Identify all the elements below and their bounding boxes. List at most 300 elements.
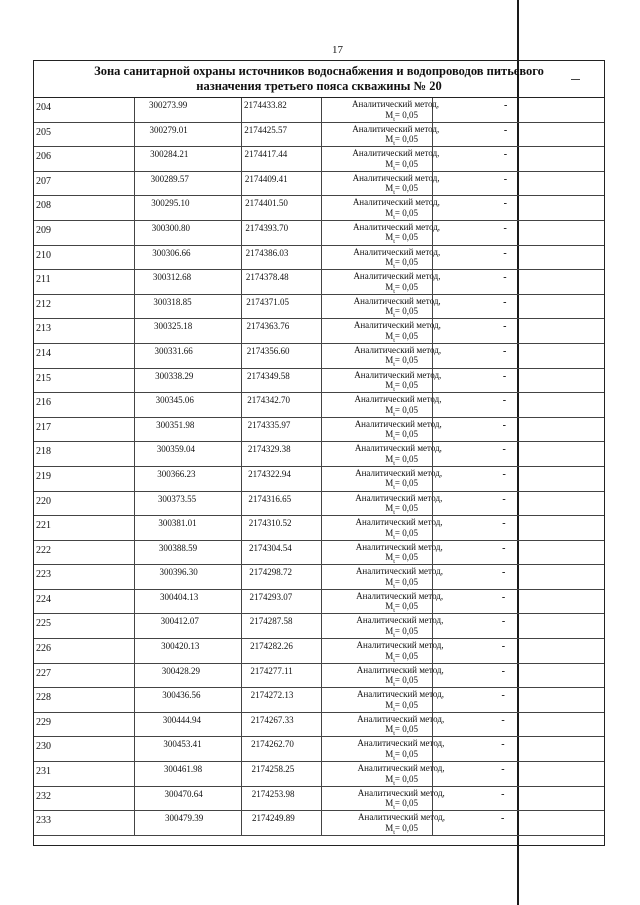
- point-number-cell: 208: [34, 196, 135, 220]
- table-row: [34, 442, 604, 467]
- note-dash: -: [502, 567, 506, 579]
- method-cell: [322, 147, 440, 172]
- x-coordinate-cell: [135, 418, 242, 442]
- method-text: Аналитический метод,: [354, 443, 442, 454]
- method-text: Аналитический метод,: [356, 689, 444, 700]
- note-dash: -: [502, 345, 507, 357]
- accuracy-number: = 0,05: [394, 699, 418, 710]
- accuracy-symbol: M: [385, 183, 394, 194]
- x-coordinate-value: 300351.98: [156, 419, 195, 430]
- method-cell: [322, 541, 443, 565]
- method-text: Аналитический метод,: [353, 295, 441, 306]
- table-row: [34, 664, 604, 689]
- point-number-cell: 223: [34, 565, 135, 589]
- method-cell: [322, 270, 441, 295]
- accuracy-subscript: t: [393, 263, 395, 270]
- accuracy-symbol: M: [385, 503, 394, 513]
- y-coordinate-value: 2174371.05: [246, 296, 289, 307]
- point-number-cell: 216: [34, 393, 135, 417]
- table-row: [34, 639, 604, 664]
- accuracy-subscript: t: [393, 558, 395, 565]
- method-text: Аналитический метод,: [357, 738, 445, 749]
- y-coordinate-cell: [242, 590, 322, 614]
- accuracy-symbol: M: [385, 453, 394, 464]
- table-row: [34, 811, 604, 836]
- table-row: [34, 590, 604, 615]
- note-cell: [433, 123, 518, 147]
- method-text: Аналитический метод,: [357, 763, 445, 774]
- note-cell: [433, 590, 518, 614]
- y-coordinate-cell: [242, 664, 322, 688]
- y-coordinate-value: 2174277.11: [250, 665, 293, 676]
- y-coordinate-cell: [242, 344, 322, 368]
- y-coordinate-cell: [242, 811, 322, 835]
- page-number: 17: [332, 44, 343, 56]
- method-text: Аналитический метод,: [357, 787, 445, 798]
- y-coordinate-cell: [242, 221, 322, 245]
- accuracy-number: = 0,05: [394, 281, 418, 292]
- point-number-cell: 213: [34, 319, 135, 343]
- accuracy-symbol: M: [385, 281, 394, 292]
- accuracy-subscript: t: [393, 583, 395, 590]
- method-text: Аналитический метод,: [355, 517, 443, 528]
- x-coordinate-value: 300312.68: [152, 272, 192, 283]
- method-cell: [322, 344, 442, 369]
- note-cell: [433, 541, 518, 565]
- table-row: [34, 418, 604, 443]
- table-row: [34, 369, 604, 394]
- note-cell: [433, 565, 518, 589]
- accuracy-subscript: t: [393, 509, 395, 516]
- point-number-cell: 217: [34, 418, 135, 442]
- accuracy-number: = 0,05: [394, 232, 418, 243]
- accuracy-subscript: t: [393, 288, 395, 295]
- method-cell: [322, 664, 444, 688]
- method-cell: [322, 492, 443, 516]
- accuracy-value: [358, 823, 432, 838]
- accuracy-symbol: M: [385, 355, 394, 366]
- method-cell: [322, 688, 444, 713]
- table-row: [34, 221, 604, 246]
- accuracy-subscript: t: [393, 804, 395, 811]
- method-text: Аналитический метод,: [353, 221, 441, 232]
- accuracy-number: = 0,05: [394, 822, 418, 833]
- point-number-cell: 229: [34, 713, 135, 737]
- y-coordinate-value: 2174386.03: [245, 247, 289, 258]
- method-cell: [322, 811, 446, 836]
- y-coordinate-value: 2174253.98: [251, 788, 295, 799]
- point-number-cell: 215: [34, 369, 135, 393]
- point-number-cell: 207: [34, 172, 135, 196]
- accuracy-number: = 0,05: [394, 748, 418, 759]
- y-coordinate-value: 2174293.07: [249, 591, 293, 602]
- note-cell: [433, 762, 518, 786]
- accuracy-symbol: M: [385, 527, 394, 538]
- point-number-cell: 219: [34, 467, 135, 491]
- y-coordinate-cell: [242, 369, 322, 393]
- method-cell: [322, 369, 442, 393]
- note-cell: [433, 688, 518, 712]
- note-cell: [433, 270, 518, 294]
- note-dash: -: [501, 690, 505, 702]
- accuracy-subscript: t: [393, 362, 395, 369]
- note-dash: -: [502, 518, 506, 530]
- method-cell: [322, 713, 445, 738]
- accuracy-symbol: M: [385, 330, 394, 341]
- x-coordinate-value: 300428.29: [161, 665, 200, 676]
- note-dash: -: [502, 395, 507, 407]
- method-cell: [322, 221, 441, 246]
- y-coordinate-cell: [242, 688, 322, 712]
- x-coordinate-value: 300331.66: [154, 345, 193, 356]
- point-number-cell: 210: [34, 246, 135, 270]
- x-coordinate-cell: [135, 172, 242, 196]
- note-dash: -: [501, 591, 506, 603]
- y-coordinate-cell: [242, 467, 322, 491]
- table-row: [34, 516, 604, 541]
- note-dash: -: [502, 444, 506, 456]
- accuracy-number: = 0,05: [394, 650, 418, 661]
- x-coordinate-value: 300300.80: [151, 222, 190, 233]
- point-number-cell: 221: [34, 516, 135, 540]
- point-number-cell: 209: [34, 221, 135, 245]
- y-coordinate-cell: [242, 492, 322, 516]
- accuracy-subscript: t: [393, 140, 395, 147]
- note-cell: [433, 442, 518, 466]
- method-text: Аналитический метод,: [354, 344, 442, 355]
- note-dash: -: [503, 222, 507, 234]
- table-row: [34, 246, 604, 271]
- method-cell: [322, 737, 445, 762]
- method-text: Аналитический метод,: [352, 197, 440, 208]
- y-coordinate-value: 2174378.48: [245, 272, 289, 283]
- accuracy-symbol: M: [385, 576, 394, 587]
- x-coordinate-cell: [135, 123, 242, 147]
- point-number-cell: 231: [34, 762, 135, 786]
- point-number-cell: 224: [34, 590, 135, 614]
- x-coordinate-value: 300436.56: [162, 690, 201, 701]
- accuracy-number: = 0,05: [394, 503, 418, 513]
- x-coordinate-value: 300338.29: [155, 370, 194, 381]
- x-coordinate-value: 300289.57: [150, 173, 189, 184]
- note-cell: [433, 319, 518, 343]
- accuracy-number: = 0,05: [394, 576, 418, 587]
- y-coordinate-value: 2174433.82: [244, 100, 287, 110]
- accuracy-number: = 0,05: [394, 134, 418, 145]
- y-coordinate-cell: [242, 787, 322, 811]
- method-cell: [322, 614, 444, 639]
- x-coordinate-cell: [135, 787, 242, 811]
- note-dash: -: [503, 321, 507, 333]
- x-coordinate-value: 300345.06: [155, 395, 194, 406]
- y-coordinate-value: 2174329.38: [247, 444, 291, 455]
- x-coordinate-cell: [135, 614, 242, 638]
- table-title-line-2: назначения третьего пояса скважины № 20: [196, 79, 442, 93]
- x-coordinate-cell: [135, 467, 242, 491]
- note-dash: -: [503, 149, 508, 161]
- x-coordinate-cell: [135, 246, 242, 270]
- table-row: [34, 467, 604, 492]
- accuracy-symbol: M: [385, 798, 394, 809]
- accuracy-number: = 0,05: [394, 724, 418, 735]
- x-coordinate-value: 300373.55: [157, 493, 197, 504]
- y-coordinate-cell: [242, 172, 322, 196]
- table-row: [34, 614, 604, 639]
- x-coordinate-cell: [135, 221, 242, 245]
- table-row: [34, 344, 604, 369]
- y-coordinate-cell: [242, 418, 322, 442]
- accuracy-number: = 0,05: [394, 601, 418, 612]
- note-cell: [433, 811, 518, 835]
- note-dash: -: [501, 616, 506, 628]
- method-cell: [322, 196, 440, 221]
- y-coordinate-value: 2174425.57: [244, 124, 288, 135]
- note-dash: -: [502, 493, 506, 505]
- x-coordinate-value: 300284.21: [150, 149, 189, 160]
- point-number-cell: 230: [34, 737, 135, 761]
- table-row: [34, 319, 604, 344]
- note-dash: -: [502, 370, 507, 382]
- accuracy-symbol: M: [385, 306, 394, 317]
- y-coordinate-cell: [242, 270, 322, 294]
- accuracy-number: = 0,05: [394, 773, 418, 784]
- x-coordinate-value: 300412.07: [160, 616, 199, 627]
- x-coordinate-cell: [135, 639, 242, 663]
- accuracy-subscript: t: [393, 632, 395, 639]
- accuracy-subscript: t: [393, 681, 395, 688]
- point-number-cell: 232: [34, 787, 135, 811]
- accuracy-symbol: M: [385, 257, 394, 268]
- point-number-cell: 220: [34, 492, 135, 516]
- note-cell: [433, 639, 518, 663]
- x-coordinate-cell: [135, 369, 242, 393]
- accuracy-number: = 0,05: [394, 355, 418, 366]
- accuracy-subscript: t: [393, 460, 395, 467]
- method-cell: [322, 565, 443, 590]
- y-coordinate-cell: [242, 123, 322, 147]
- accuracy-number: = 0,05: [394, 429, 418, 440]
- x-coordinate-value: 300366.23: [157, 468, 196, 479]
- method-cell: [322, 319, 441, 344]
- x-coordinate-value: 300279.01: [149, 124, 188, 135]
- accuracy-subscript: t: [393, 165, 395, 172]
- note-cell: [433, 221, 518, 245]
- table-row: [34, 270, 604, 295]
- x-coordinate-cell: [135, 541, 242, 565]
- y-coordinate-cell: [242, 516, 322, 540]
- accuracy-number: = 0,05: [394, 798, 418, 809]
- x-coordinate-cell: [135, 442, 242, 466]
- accuracy-subscript: t: [393, 239, 395, 246]
- accuracy-subscript: t: [393, 411, 395, 418]
- accuracy-number: = 0,05: [394, 257, 418, 268]
- note-cell: [433, 98, 518, 122]
- note-cell: [433, 369, 518, 393]
- note-dash: -: [501, 788, 505, 800]
- y-coordinate-value: 2174267.33: [250, 714, 294, 725]
- accuracy-symbol: M: [385, 552, 394, 563]
- note-dash: -: [503, 198, 507, 210]
- method-text: Аналитический метод,: [352, 148, 440, 159]
- table-row: [34, 565, 604, 590]
- y-coordinate-cell: [242, 196, 322, 220]
- accuracy-symbol: M: [385, 748, 394, 759]
- note-dash: -: [501, 714, 505, 726]
- note-dash: -: [502, 468, 506, 480]
- accuracy-subscript: t: [393, 436, 395, 443]
- y-coordinate-value: 2174335.97: [247, 419, 291, 430]
- method-cell: [322, 787, 445, 811]
- point-number-cell: 227: [34, 664, 135, 688]
- y-coordinate-cell: [242, 737, 322, 761]
- y-coordinate-value: 2174349.58: [247, 370, 290, 381]
- x-coordinate-cell: [135, 811, 242, 835]
- accuracy-symbol: M: [385, 724, 394, 735]
- y-coordinate-value: 2174342.70: [247, 395, 291, 406]
- point-number-cell: 212: [34, 295, 135, 319]
- table-row: [34, 688, 604, 713]
- point-number-cell: 233: [34, 811, 135, 835]
- method-cell: [322, 246, 441, 270]
- accuracy-subscript: t: [393, 485, 395, 492]
- x-coordinate-cell: [135, 196, 242, 220]
- x-coordinate-value: 300381.01: [158, 518, 197, 529]
- note-dash: -: [502, 542, 506, 554]
- table-row: [34, 295, 604, 320]
- note-cell: [433, 196, 518, 220]
- accuracy-subscript: t: [393, 116, 395, 123]
- y-coordinate-cell: [242, 614, 322, 638]
- x-coordinate-value: 300404.13: [160, 591, 199, 602]
- y-coordinate-value: 2174272.13: [250, 690, 294, 701]
- x-coordinate-value: 300420.13: [161, 641, 200, 652]
- method-cell: [322, 590, 444, 615]
- y-coordinate-cell: [242, 147, 322, 171]
- accuracy-number: = 0,05: [394, 478, 418, 489]
- accuracy-subscript: t: [393, 657, 395, 664]
- note-cell: [433, 516, 518, 540]
- x-coordinate-cell: [135, 492, 242, 516]
- note-cell: [433, 492, 518, 516]
- method-cell: [322, 762, 445, 787]
- note-dash: -: [503, 296, 507, 308]
- accuracy-subscript: t: [393, 829, 395, 836]
- y-coordinate-value: 2174417.44: [244, 149, 288, 160]
- method-text: Аналитический метод,: [355, 492, 443, 503]
- y-coordinate-value: 2174262.70: [251, 739, 294, 750]
- x-coordinate-value: 300396.30: [159, 567, 198, 578]
- x-coordinate-value: 300295.10: [151, 198, 190, 209]
- y-coordinate-cell: [242, 246, 322, 270]
- table-body: [34, 97, 604, 836]
- method-cell: [322, 442, 442, 467]
- accuracy-number: = 0,05: [394, 527, 418, 538]
- accuracy-number: = 0,05: [394, 380, 418, 391]
- method-text: Аналитический метод,: [356, 615, 444, 626]
- y-coordinate-value: 2174316.65: [248, 493, 292, 504]
- accuracy-symbol: M: [385, 650, 394, 661]
- y-coordinate-cell: [242, 639, 322, 663]
- x-coordinate-value: 300461.98: [163, 764, 203, 775]
- accuracy-number: = 0,05: [394, 158, 418, 169]
- accuracy-symbol: M: [385, 207, 394, 218]
- x-coordinate-cell: [135, 688, 242, 712]
- x-coordinate-value: 300359.04: [156, 444, 195, 455]
- x-coordinate-cell: [135, 664, 242, 688]
- x-coordinate-value: 300318.85: [153, 296, 192, 307]
- x-coordinate-value: 300479.39: [165, 813, 204, 824]
- point-number-cell: 205: [34, 123, 135, 147]
- accuracy-symbol: M: [385, 380, 394, 391]
- x-coordinate-value: 300325.18: [153, 321, 193, 332]
- method-text: Аналитический метод,: [357, 713, 445, 724]
- accuracy-subscript: t: [393, 313, 395, 320]
- x-coordinate-cell: [135, 590, 242, 614]
- y-coordinate-cell: [242, 98, 322, 122]
- method-text: Аналитический метод,: [352, 99, 440, 109]
- note-cell: [433, 295, 518, 319]
- method-text: Аналитический метод,: [353, 271, 441, 282]
- accuracy-symbol: M: [385, 699, 394, 710]
- x-coordinate-cell: [135, 295, 242, 319]
- accuracy-symbol: M: [385, 675, 394, 686]
- y-coordinate-value: 2174287.58: [249, 616, 293, 627]
- method-text: Аналитический метод,: [353, 320, 441, 331]
- table-row: [34, 196, 604, 221]
- accuracy-symbol: M: [385, 404, 394, 415]
- accuracy-subscript: t: [393, 731, 395, 738]
- table-row: [34, 147, 604, 172]
- method-cell: [322, 172, 440, 197]
- accuracy-number: = 0,05: [394, 207, 418, 218]
- method-cell: [322, 467, 443, 492]
- y-coordinate-value: 2174310.52: [248, 518, 292, 529]
- y-coordinate-cell: [242, 762, 322, 786]
- accuracy-subscript: t: [393, 214, 395, 221]
- note-cell: [433, 418, 518, 442]
- note-cell: [433, 737, 518, 761]
- table-row: [34, 541, 604, 566]
- y-coordinate-value: 2174249.89: [252, 813, 295, 824]
- note-cell: [433, 713, 518, 737]
- accuracy-number: = 0,05: [394, 330, 418, 341]
- x-coordinate-cell: [135, 319, 242, 343]
- note-cell: [433, 467, 518, 491]
- point-number-cell: 222: [34, 541, 135, 565]
- table-title-line-1: Зона санитарной охраны источников водоснабжения и водопроводов питьевого: [94, 64, 544, 78]
- y-coordinate-value: 2174356.60: [246, 345, 290, 356]
- accuracy-number: = 0,05: [394, 552, 418, 563]
- note-cell: [433, 787, 518, 811]
- point-number-cell: 214: [34, 344, 135, 368]
- accuracy-subscript: t: [393, 780, 395, 787]
- accuracy-subscript: t: [393, 386, 395, 393]
- accuracy-subscript: t: [393, 706, 395, 713]
- note-cell: [433, 664, 518, 688]
- method-text: Аналитический метод,: [353, 246, 441, 257]
- y-coordinate-value: 2174393.70: [245, 222, 289, 233]
- method-cell: [322, 418, 442, 443]
- y-coordinate-value: 2174304.54: [248, 542, 292, 553]
- note-cell: [433, 344, 518, 368]
- accuracy-symbol: M: [385, 773, 394, 784]
- y-coordinate-cell: [242, 393, 322, 417]
- y-coordinate-cell: [242, 565, 322, 589]
- accuracy-subscript: t: [393, 190, 395, 197]
- note-dash: -: [503, 173, 508, 185]
- coordinates-table: [33, 60, 605, 846]
- method-text: Аналитический метод,: [352, 172, 440, 183]
